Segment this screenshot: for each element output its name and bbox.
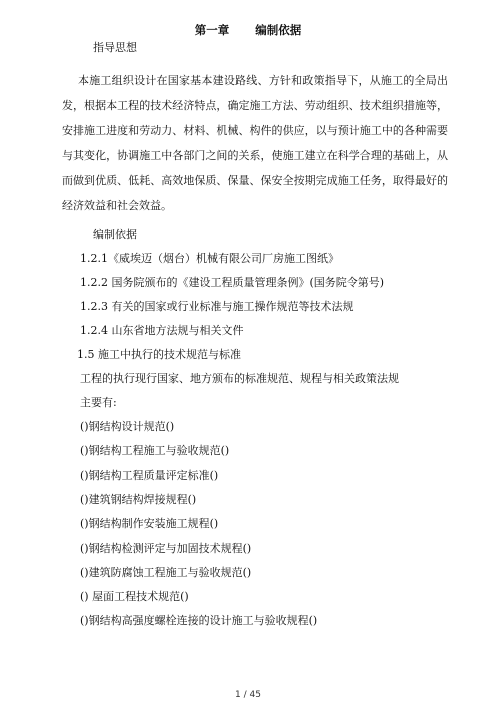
basis-item: 1.2.2 国务院颁布的《建设工程质量管理条例》(国务院令第号) (80, 276, 385, 289)
guiding-paragraph: 本施工组织设计在国家基本建设路线、方针和政策指导下，从施工的全局出发，根据本工程的技术经济特点，确定施工方法、劳动组织、技术组织措施等，安排施工进度和劳动力、材料、机械、构件的供应，以与预计施工中的各种需要与其变化，协调施工中各部门之间的关系，使施工建立在科学合理的基础上，从而做到优质、低耗、高效地保质、保量、保安全按期完成施工任务，取得最好的经济效益和社会效益。 (62, 74, 448, 212)
standard-item: ()钢结构设计规范() (80, 420, 175, 433)
basis-item: 1.2.4 山东省地方法规与相关文件 (80, 324, 244, 337)
standard-item: ()钢结构检测评定与加固技术规程() (80, 542, 252, 555)
basis-item: 1.2.1《威埃迈（烟台）机械有限公司厂房施工图纸》 (80, 252, 339, 265)
basis-heading: 编制依据 (93, 228, 137, 241)
chapter-label: 第一章 (194, 23, 230, 37)
section-intro: 工程的执行现行国家、地方颁布的标准规范、规程与相关政策法规 (80, 372, 399, 385)
section-heading: 1.5 施工中执行的技术规范与标准 (77, 348, 241, 361)
guiding-heading: 指导思想 (93, 41, 137, 54)
basis-item: 1.2.3 有关的国家或行业标准与施工操作规范等技术法规 (80, 300, 354, 313)
standard-item: () 屋面工程技术规范() (80, 590, 189, 603)
page-number: 1 / 45 (235, 690, 261, 700)
chapter-title (0, 22, 496, 38)
chapter-heading: 编制依据 (255, 23, 302, 37)
main-label: 主要有: (80, 396, 117, 409)
standard-item: ()钢结构高强度螺栓连接的设计施工与验收规程() (80, 614, 318, 627)
standard-item: ()钢结构工程施工与验收规范() (80, 444, 230, 457)
standard-item: ()钢结构制作安装施工规程() (80, 517, 219, 530)
standard-item: ()建筑防腐蚀工程施工与验收规范() (80, 566, 252, 579)
standard-item: ()建筑钢结构焊接规程() (80, 493, 197, 506)
standard-item: ()钢结构工程质量评定标准() (80, 469, 219, 482)
